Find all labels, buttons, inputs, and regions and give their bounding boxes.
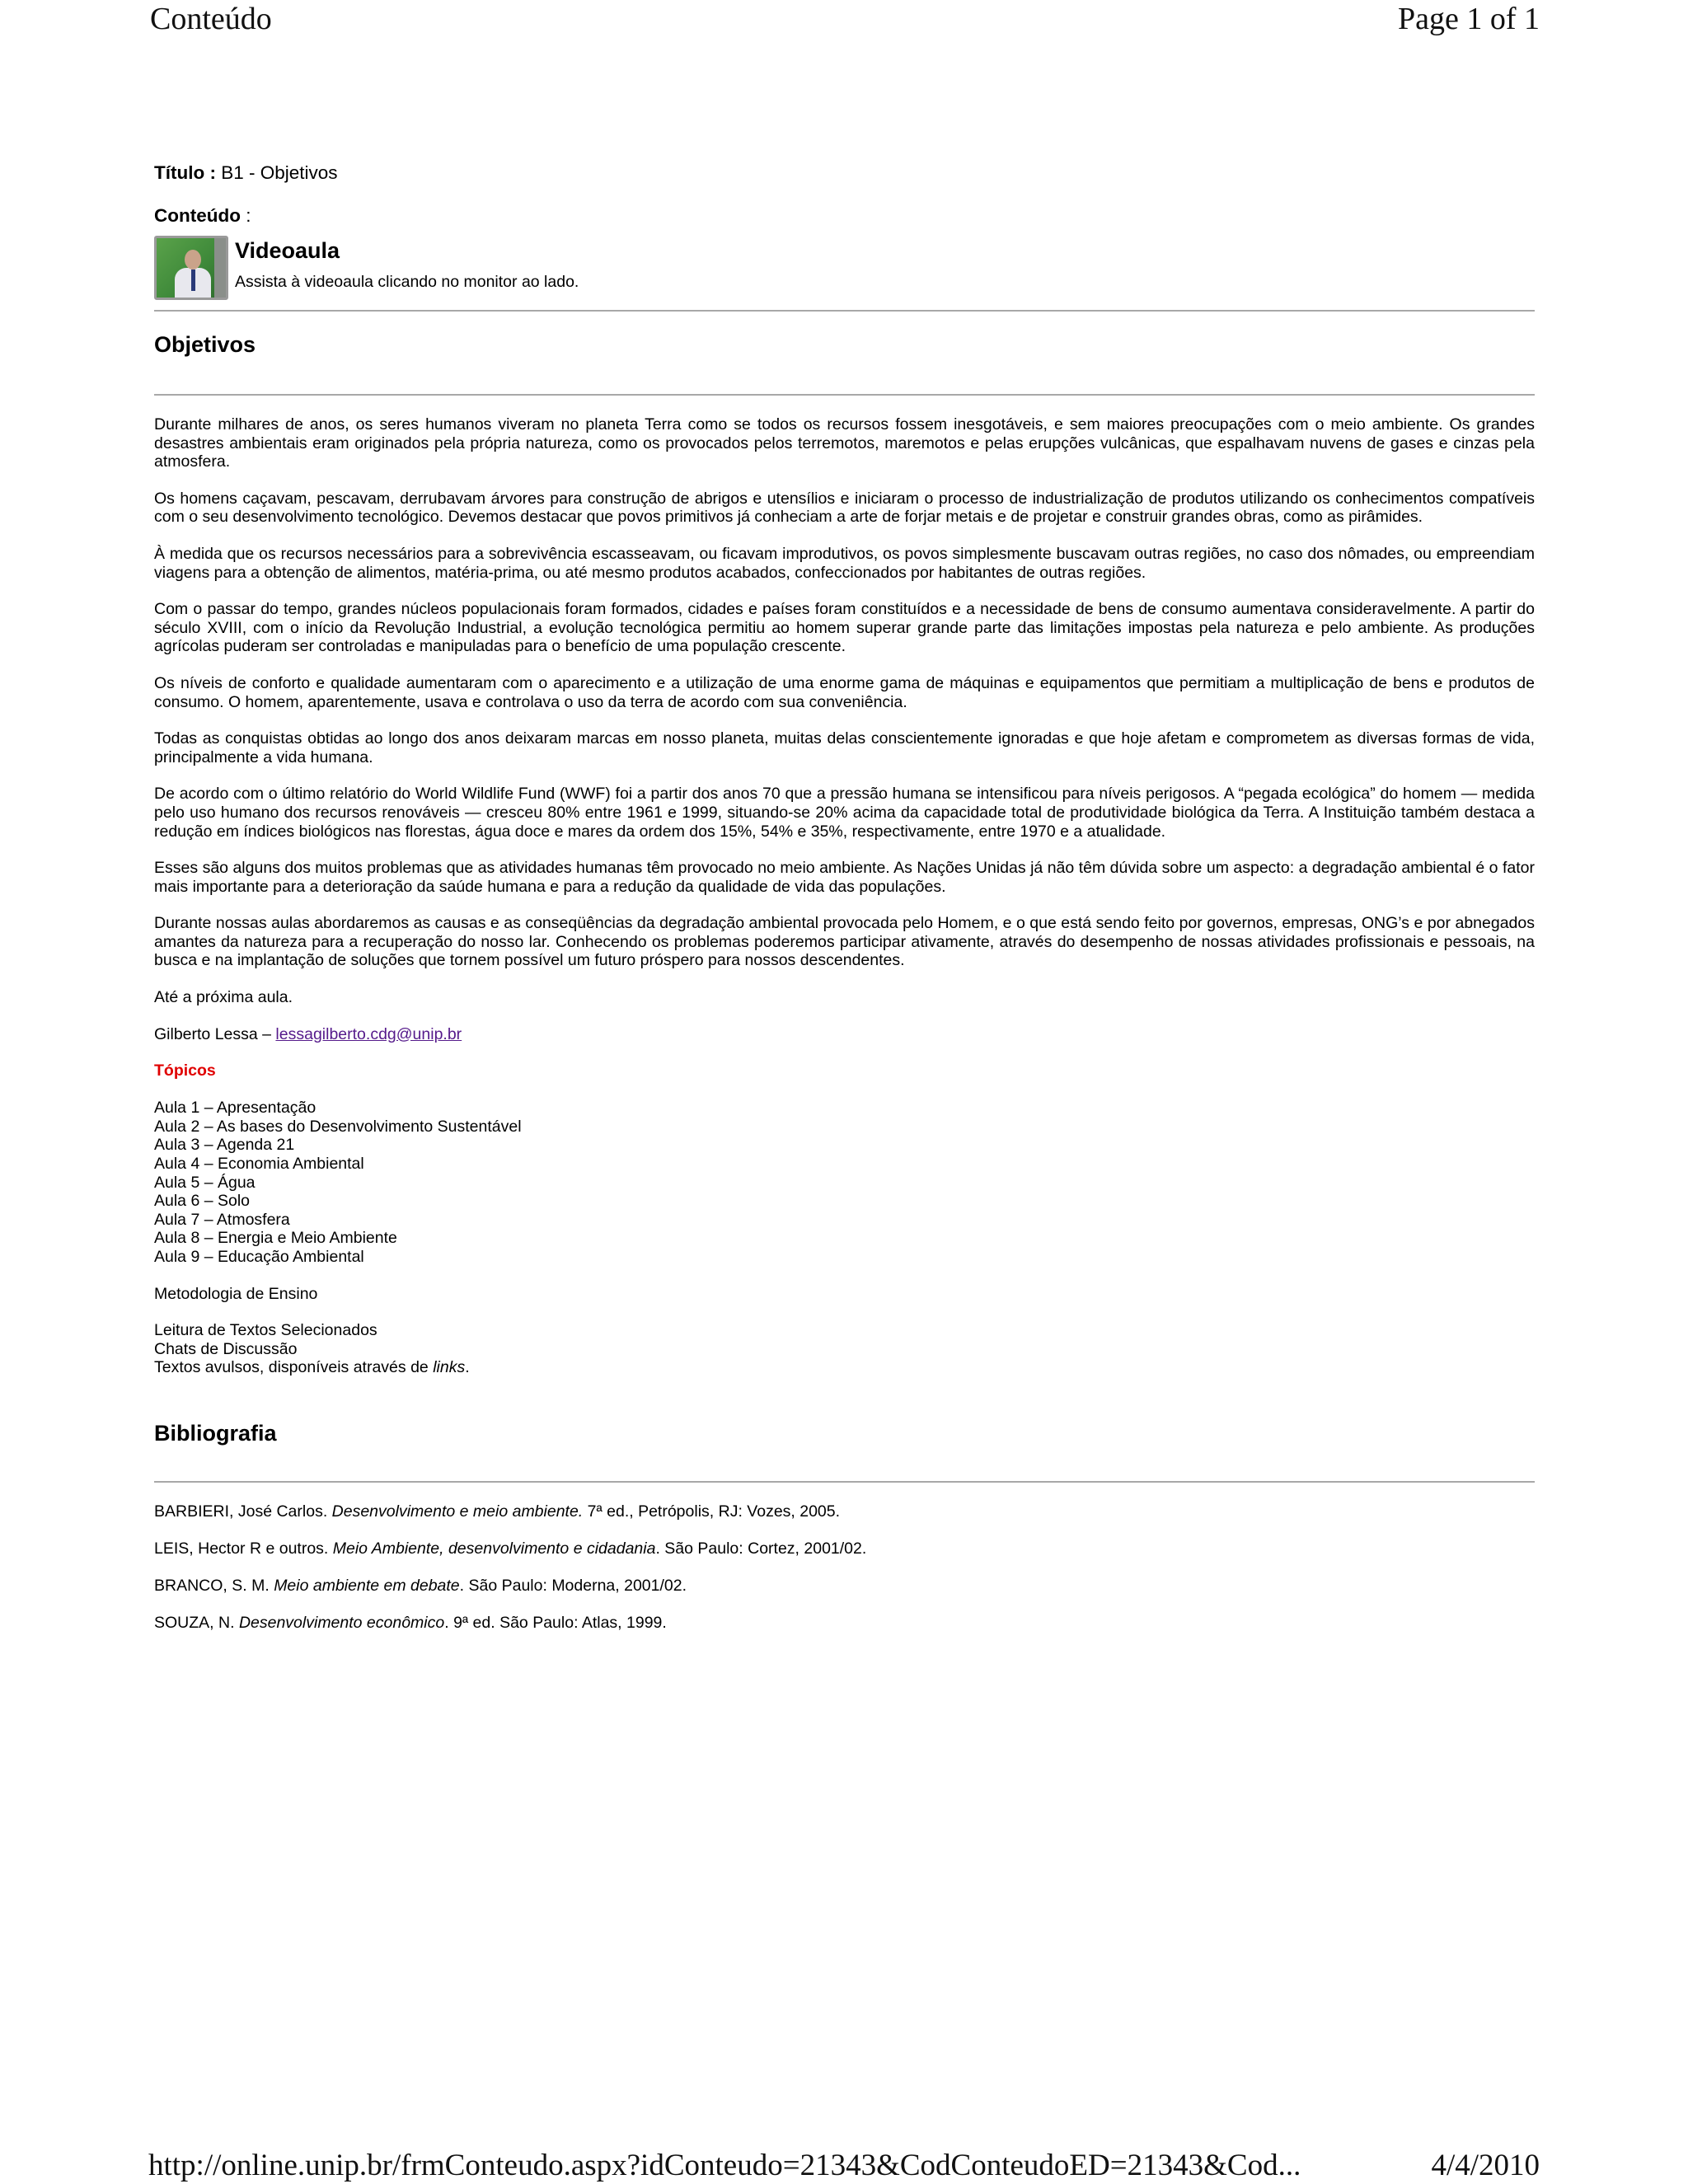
bib-work: Desenvolvimento e meio ambiente. (331, 1502, 584, 1521)
lesson-item: Aula 9 – Educação Ambiental (154, 1248, 364, 1266)
paragraph: Os níveis de conforto e qualidade aumentaram com o aparecimento e a utilização de uma enorme gama de máquinas e equipamentos que permitiam a multiplicação de bens e produtos de consumo. O homem, aparentemente, usava e controlava o uso da terra de acordo com sua conveniência. (154, 673, 1535, 711)
divider (154, 310, 1535, 312)
divider (154, 1481, 1535, 1483)
content-label-suffix: : (240, 205, 251, 226)
video-title: Videoaula (235, 238, 340, 263)
paragraph: Durante nossas aulas abordaremos as causas e as conseqüências da degradação ambiental provocada pelo Homem, e o que está sendo feito por governos, empresas, ONG’s e por abnegados amantes da natureza para a recuperação do nosso lar. Conhecendo os problemas poderemos participar ativamente, através do desempenho de nossas atividades profissionais e pessoais, na busca e na implantação de soluções que tornem possível um futuro próspero para nossos descendentes. (154, 914, 1535, 970)
lessons-list (154, 1099, 1535, 1266)
bib-publisher: . São Paulo: Moderna, 2001/02. (459, 1576, 687, 1595)
method-links-word: links (433, 1358, 466, 1377)
bib-publisher: . São Paulo: Cortez, 2001/02. (655, 1539, 867, 1558)
bibliography-entry (154, 1614, 1535, 1633)
paragraph: Com o passar do tempo, grandes núcleos populacionais foram formados, cidades e países foram constituídos e a necessidade de bens de consumo aumentava consideravelmente. A partir do século XVIII, com o início da Revolução Industrial, a evolução tecnológica permitiu ao homem superar grande parte das limitações impostas pela natureza e pelo ambiente. As produções agrícolas puderam ser controladas e manipuladas para o benefício de uma população crescente. (154, 600, 1535, 656)
bib-publisher: 7ª ed., Petrópolis, RJ: Vozes, 2005. (583, 1502, 841, 1521)
video-text (235, 236, 579, 292)
print-header-title: Conteúdo (150, 2, 272, 36)
paragraph: De acordo com o último relatório do World Wildlife Fund (WWF) foi a partir dos anos 70 que a pressão humana se intensificou para níveis perigosos. A “pegada ecológica” do homem — medida pelo uso humano dos recursos renováveis — cresceu 80% entre 1961 e 1999, situando-se 20% acima da capacidade total de produtividade biológica da Terra. A Instituição também destaca a redução em índices biológicos nas florestas, água doce e mares da ordem dos 15%, 54% e 35%, respectivamente, entre 1970 e a atualidade. (154, 785, 1535, 841)
bib-author: BRANCO, S. M. (154, 1576, 274, 1595)
bibliography-entry (154, 1540, 1535, 1558)
closing-line: Até a próxima aula. (154, 988, 293, 1007)
content-area (154, 162, 1535, 1651)
lesson-item: Aula 4 – Economia Ambiental (154, 1155, 364, 1174)
lesson-item: Aula 3 – Agenda 21 (154, 1136, 295, 1155)
divider (154, 394, 1535, 396)
video-description: Assista à videoaula clicando no monitor ao lado. (235, 273, 579, 291)
video-monitor-icon[interactable] (154, 236, 228, 300)
bibliography-entry (154, 1502, 1535, 1521)
paragraph: Os homens caçavam, pescavam, derrubavam árvores para construção de abrigos e utensílios e iniciaram o processo de industrialização de produtos utilizando os conhecimentos compatíveis com o seu desenvolvimento tecnológico. Devemos destacar que povos primitivos já conheciam a arte de forjar metais e de projetar e construir grandes obras, como as pirâmides. (154, 489, 1535, 527)
title-row (154, 162, 1535, 185)
method-text-end: . (465, 1358, 470, 1377)
method-item (154, 1358, 1535, 1377)
lesson-item: Aula 7 – Atmosfera (154, 1210, 290, 1229)
lesson-item: Aula 8 – Energia e Meio Ambiente (154, 1229, 397, 1248)
topics-heading: Tópicos (154, 1062, 216, 1080)
methodology-heading: Metodologia de Ensino (154, 1284, 318, 1303)
method-item: Chats de Discussão (154, 1339, 298, 1358)
content-row (154, 204, 1535, 227)
print-header (150, 0, 1540, 41)
title-label: Título : (154, 162, 216, 183)
page-url: http://online.unip.br/frmConteudo.aspx?idConteudo=21343&CodConteudoED=21343&Cod... (148, 2149, 1301, 2182)
bib-work: Meio Ambiente, desenvolvimento e cidadania (332, 1539, 656, 1558)
paragraph: Durante milhares de anos, os seres humanos viveram no planeta Terra como se todos os recursos fossem inesgotáveis, e sem maiores preocupações com o meio ambiente. Os grandes desastres ambientais eram originados pela própria natureza, como os provocados pelos terremotos, maremotos e pelas erupções vulcânicas, que espalhavam nuvens de gases e cinzas pela atmosfera. (154, 415, 1535, 471)
lesson-item: Aula 6 – Solo (154, 1192, 251, 1211)
video-block (154, 236, 1535, 303)
bib-author: BARBIERI, José Carlos. (154, 1502, 332, 1521)
objectives-heading: Objetivos (154, 332, 256, 357)
author-email-link[interactable]: lessagilberto.cdg@unip.br (275, 1024, 462, 1043)
bib-author: LEIS, Hector R e outros. (154, 1539, 333, 1558)
signature-name: Gilberto Lessa – (154, 1024, 276, 1043)
paragraph: Todas as conquistas obtidas ao longo dos anos deixaram marcas em nosso planeta, muitas delas conscientemente ignoradas e que hoje afetam e comprometem as diversas formas de vida, principalmente a vida humana. (154, 729, 1535, 766)
lesson-item: Aula 1 – Apresentação (154, 1099, 316, 1118)
lesson-item: Aula 2 – As bases do Desenvolvimento Sustentável (154, 1117, 522, 1136)
method-text: Textos avulsos, disponíveis através de (154, 1358, 434, 1377)
print-date: 4/4/2010 (1431, 2149, 1540, 2182)
bib-author: SOUZA, N. (154, 1613, 239, 1632)
bib-publisher: . 9ª ed. São Paulo: Atlas, 1999. (444, 1613, 667, 1632)
print-footer (148, 2144, 1540, 2184)
bibliography-heading: Bibliografia (154, 1420, 277, 1446)
signature (154, 1025, 1535, 1044)
print-header-page-count: Page 1 of 1 (1397, 2, 1540, 36)
methods-list (154, 1321, 1535, 1377)
paragraph: À medida que os recursos necessários para a sobrevivência escasseavam, ou ficavam improdutivos, os povos simplesmente buscavam outras regiões, no caso dos nômades, ou empreendiam viagens para a obtenção de alimentos, matéria-prima, ou até mesmo produtos acabados, confeccionados por habitantes de outras regiões. (154, 544, 1535, 582)
bib-work: Meio ambiente em debate (274, 1576, 460, 1595)
content-label: Conteúdo (154, 205, 241, 226)
method-item: Leitura de Textos Selecionados (154, 1321, 377, 1340)
bibliography-entry (154, 1577, 1535, 1596)
lesson-item: Aula 5 – Água (154, 1173, 256, 1192)
paragraph: Esses são alguns dos muitos problemas que as atividades humanas têm provocado no meio ambiente. As Nações Unidas já não têm dúvida sobre um aspecto: a degradação ambiental é o fator mais importante para a deterioração da saúde humana e para a redução da qualidade de vida das populações. (154, 859, 1535, 896)
bib-work: Desenvolvimento econômico (238, 1613, 445, 1632)
title-value: B1 - Objetivos (215, 162, 338, 183)
